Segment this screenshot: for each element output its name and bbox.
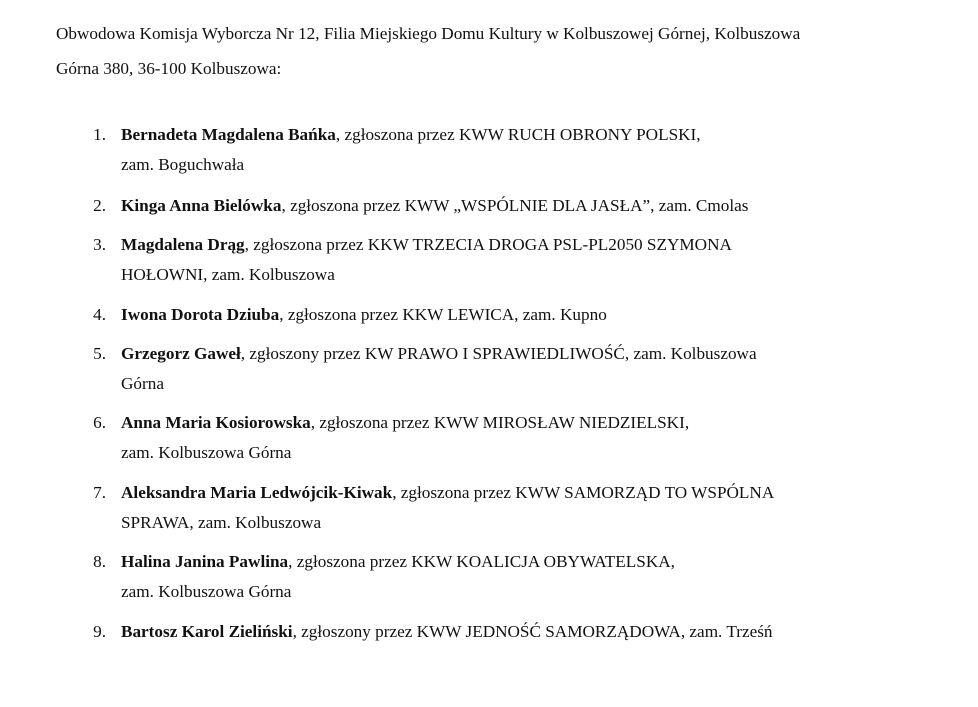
member-details: , zgłoszona przez KWW RUCH OBRONY POLSKI, <box>335 125 701 144</box>
member-name: Bartosz Karol Zieliński <box>121 622 293 641</box>
item-number: 2. <box>93 196 106 215</box>
member-details: , zgłoszona przez KWW „WSPÓLNIE DLA JASŁA”, zam. Cmolas <box>281 196 749 215</box>
item-line-2: Górna <box>121 374 164 393</box>
item-number: 5. <box>93 344 106 363</box>
item-number: 8. <box>93 552 106 571</box>
item-number: 3. <box>93 235 106 254</box>
member-name: Bernadeta Magdalena Bańka <box>121 125 336 144</box>
item-number: 4. <box>93 305 106 324</box>
header-line-2: Górna 380, 36-100 Kolbuszowa: <box>56 59 282 78</box>
item-line-1 <box>121 235 732 255</box>
item-number: 1. <box>93 125 106 144</box>
item-line-1 <box>121 344 757 364</box>
member-details: , zgłoszona przez KWW SAMORZĄD TO WSPÓLNA <box>392 483 775 502</box>
member-name: Magdalena Drąg <box>121 235 245 254</box>
member-name: Grzegorz Gaweł <box>121 344 241 363</box>
member-details: , zgłoszona przez KKW LEWICA, zam. Kupno <box>279 305 607 324</box>
member-details: , zgłoszony przez KWW JEDNOŚĆ SAMORZĄDOWA, zam. Trześń <box>292 622 773 641</box>
item-line-1 <box>121 413 689 433</box>
member-details: , zgłoszony przez KW PRAWO I SPRAWIEDLIWOŚĆ, zam. Kolbuszowa <box>240 344 757 363</box>
item-line-1 <box>121 196 748 216</box>
item-number: 9. <box>93 622 106 641</box>
item-line-1 <box>121 622 773 642</box>
member-name: Halina Janina Pawlina <box>121 552 289 571</box>
item-line-2: zam. Kolbuszowa Górna <box>121 443 292 462</box>
member-name: Anna Maria Kosiorowska <box>121 413 311 432</box>
item-line-1 <box>121 125 701 145</box>
item-line-2: zam. Kolbuszowa Górna <box>121 582 292 601</box>
item-line-1 <box>121 483 774 503</box>
item-line-1 <box>121 305 607 325</box>
item-line-2: zam. Boguchwała <box>121 155 245 174</box>
member-name: Iwona Dorota Dziuba <box>121 305 280 324</box>
item-number: 7. <box>93 483 106 502</box>
member-details: , zgłoszona przez KWW MIROSŁAW NIEDZIELSKI, <box>310 413 690 432</box>
item-line-2: HOŁOWNI, zam. Kolbuszowa <box>121 265 335 284</box>
member-details: , zgłoszona przez KKW KOALICJA OBYWATELSKA, <box>288 552 675 571</box>
member-name: Kinga Anna Bielówka <box>121 196 282 215</box>
item-line-2: SPRAWA, zam. Kolbuszowa <box>121 513 322 532</box>
member-name: Aleksandra Maria Ledwójcik-Kiwak <box>121 483 393 502</box>
item-line-1 <box>121 552 675 572</box>
item-number: 6. <box>93 413 106 432</box>
header-line-1: Obwodowa Komisja Wyborcza Nr 12, Filia Miejskiego Domu Kultury w Kolbuszowej Górnej, Kolbuszowa <box>56 24 801 43</box>
member-details: , zgłoszona przez KKW TRZECIA DROGA PSL-PL2050 SZYMONA <box>244 235 732 254</box>
